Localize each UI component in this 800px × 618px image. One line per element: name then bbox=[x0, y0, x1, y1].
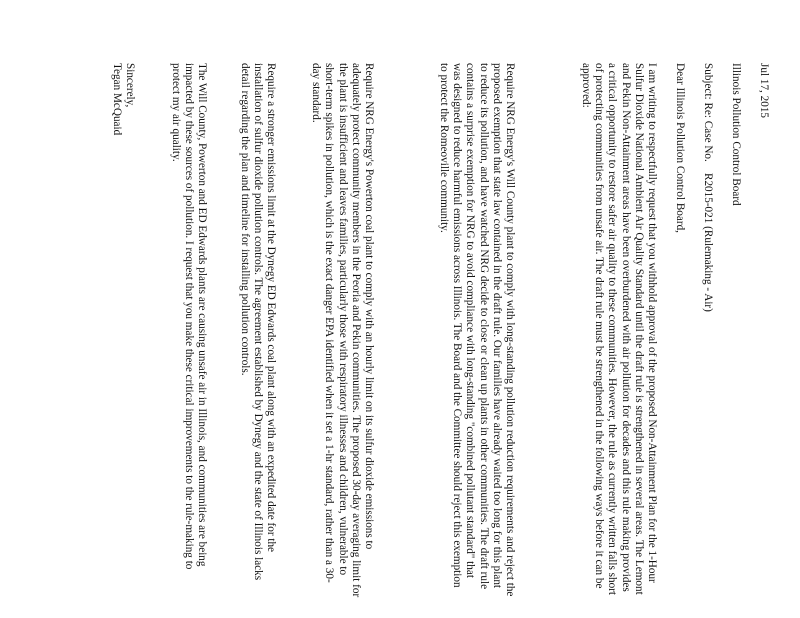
closing: Sincerely, bbox=[124, 63, 136, 108]
recipient-name: Illinois Pollution Control Board bbox=[730, 63, 742, 206]
paragraph-powerton: Require NRG Energy's Powerton coal plant to comply with an hourly limit on its sulfur dioxide emissions to adequately protect community members in the Peoria and Pekin communities. The proposed 30-day averaging limit for the plant is insufficient and leaves families, particularly those with respiratory illnesses and children, vulnerable to short-term spikes in pollution, which is the exact danger EPA identified when it set a 1-hr standard, rather than a 30-day standard. bbox=[310, 63, 375, 598]
paragraph-request: I am writing to respectfully request that you withhold approval of the proposed Non-Attainment Plan for the 1-Hour Sulfur Dioxide National Ambient Air Quality Standard until the draft rule is strengthened in several areas. The Lemont and Pekin Non-Attainment areas have been overburdened with air pollution for decades and this rule making provides a critical opportunity to restore safer air quality to these communities. However, the rule as currently written falls short of protecting communities from unsafe air. The draft rule must be strengthened in the following ways before it can be approved: bbox=[579, 63, 658, 596]
salutation: Dear Illinois Pollution Control Board, bbox=[674, 63, 686, 233]
letter-date: Jul 17, 2015 bbox=[758, 63, 770, 119]
paragraph-ed-edwards: Require a stronger emissions limit at the Dynegy ED Edwards coal plant along with an expedited date for the installation of sulfur dioxide pollution controls. The agreement established by Dynegy and the state of Illinois lacks detail regarding the plan and timeline for installing pollution controls. bbox=[238, 63, 277, 581]
paragraph-will-county: Require NRG Energy's Will County plant to comply with long-standing pollution reduction requirements and reject the proposed exemption that state law contained in the draft rule. Our families have already waited too long for this plant to reduce its pollution, and have watched NRG decide to close or clean up plants in other communities. The draft rule contains a surprise exemption for NRG to avoid compliance with long-standing "combined pollutant standard" that was designed to reduce harmful emissions across Illinois. The Board and the Committee should reject this exemption to protect the Romeoville community. bbox=[437, 63, 516, 597]
subject-line: Subject: Re: Case No. R2015-021 (Rulemaking - Air) bbox=[702, 63, 714, 312]
paragraph-conclusion: The Will County, Powerton and ED Edwards plants are causing unsafe air in Illinois, and communities are being impacted by these sources of pollution. I request that you make these critical improvements to the rule-making to protect my air quality. bbox=[169, 63, 208, 570]
signature-name: Tegan McQuaid bbox=[111, 63, 123, 136]
